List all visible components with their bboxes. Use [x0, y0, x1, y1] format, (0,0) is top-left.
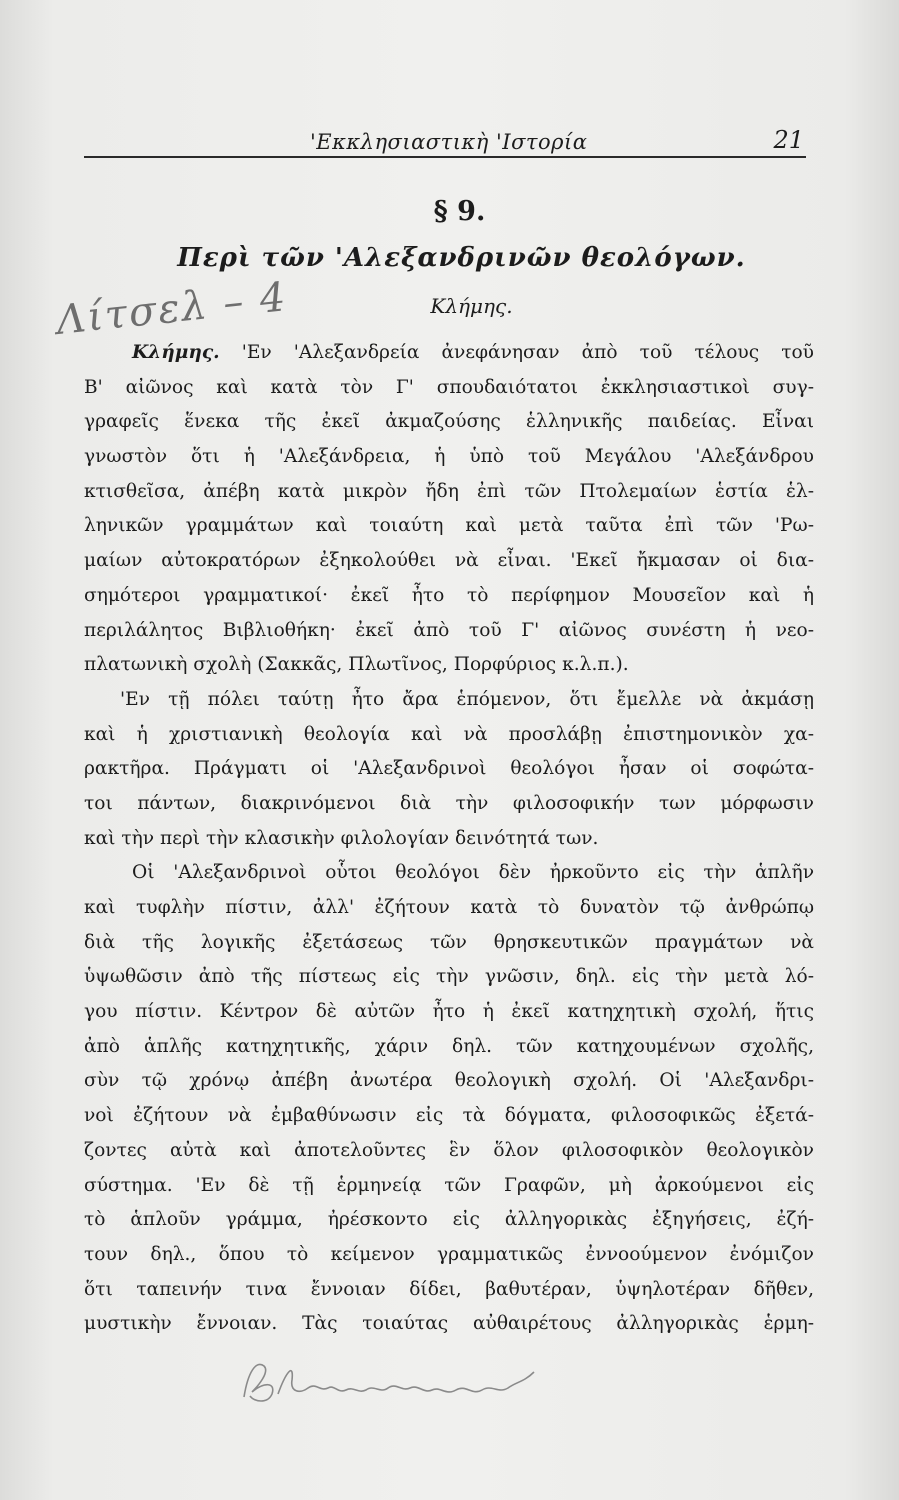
running-title: 'Εκκλησιαστικὴ 'Ιστορία [310, 130, 588, 154]
text-line: γνωστὸν ὅτι ἡ 'Αλεξάνδρεια, ἡ ὑπὸ τοῦ Μεγάλου 'Αλεξάνδρου [84, 446, 814, 468]
text-line: περιλάλητος Βιβλιοθήκη· ἐκεῖ ἀπὸ τοῦ Γ' αἰῶνος συνέστη ἡ νεο- [84, 619, 814, 641]
subheading: Κλήμης. [430, 294, 513, 318]
text-line: σημότεροι γραμματικοί· ἐκεῖ ἦτο τὸ περίφημον Μουσεῖον καὶ ἡ [84, 584, 814, 606]
handwritten-signature [234, 1352, 554, 1412]
text-line: γραφεῖς ἕνεκα τῆς ἐκεῖ ἀκμαζούσης ἑλληνικῆς παιδείας. Εἶναι [84, 411, 814, 433]
text-line: ληνικῶν γραμμάτων καὶ τοιαύτη καὶ μετὰ ταῦτα ἐπὶ τῶν 'Ρω- [84, 515, 814, 537]
text-line: 'Εν τῇ πόλει ταύτῃ ἦτο ἄρα ἑπόμενον, ὅτι ἔμελλε νὰ ἀκμάσῃ [120, 688, 814, 710]
text-line: διὰ τῆς λογικῆς ἐξετάσεως τῶν θρησκευτικῶν πραγμάτων νὰ [84, 931, 814, 953]
text-line: κτισθεῖσα, ἀπέβη κατὰ μικρὸν ἤδη ἐπὶ τῶν Πτολεμαίων ἑστία ἑλ- [84, 480, 814, 502]
text-line: τοι πάντων, διακρινόμενοι διὰ τὴν φιλοσοφικήν των μόρφωσιν [84, 792, 814, 814]
text-line: μαίων αὐτοκρατόρων ἐξηκολούθει νὰ εἶναι. 'Εκεῖ ἤκμασαν οἱ δια- [84, 550, 814, 572]
body-text [84, 336, 814, 1342]
text-line: πλατωνικὴ σχολὴ (Σακκᾶς, Πλωτῖνος, Πορφύριος κ.λ.π.). [84, 654, 629, 676]
section-number: § 9. [433, 196, 486, 227]
text-line: ἀπὸ ἁπλῆς κατηχητικῆς, χάριν δηλ. τῶν κατηχουμένων σχολῆς, [84, 1035, 814, 1057]
text-line: τὸ ἁπλοῦν γράμμα, ἠρέσκοντο εἰς ἀλληγορικὰς ἐξηγήσεις, ἐζή- [84, 1209, 814, 1231]
text-line: ρακτῆρα. Πράγματι οἱ 'Αλεξανδρινοὶ θεολόγοι ἦσαν οἱ σοφώτα- [84, 758, 814, 780]
text-line: ζοντες αὐτὰ καὶ ἀποτελοῦντες ἓν ὅλον φιλοσοφικὸν θεολογικὸν [84, 1139, 814, 1161]
text-line: τουν δηλ., ὅπου τὸ κείμενον γραμματικῶς ἐννοούμενον ἐνόμιζον [84, 1243, 814, 1265]
text-line: καὶ ἡ χριστιανικὴ θεολογία καὶ νὰ προσλάβῃ ἐπιστημονικὸν χα- [84, 723, 814, 745]
running-head [84, 126, 806, 158]
text-line: σὺν τῷ χρόνῳ ἀπέβη ἀνωτέρα θεολογικὴ σχολή. Οἱ 'Αλεξανδρι- [84, 1070, 814, 1092]
lead-name: Κλήμης. [132, 342, 220, 363]
chapter-title: Περὶ τῶν 'Αλεξανδρινῶν θεολόγων. [177, 243, 746, 273]
text-line: Κλήμης. 'Εν 'Αλεξανδρεία ἀνεφάνησαν ἀπὸ τοῦ τέλους τοῦ [132, 342, 814, 363]
text-line: Οἱ 'Αλεξανδρινοὶ οὗτοι θεολόγοι δὲν ἠρκοῦντο εἰς τὴν ἁπλῆν [132, 862, 814, 884]
text-line: σύστημα. 'Εν δὲ τῇ ἑρμηνείᾳ τῶν Γραφῶν, μὴ ἀρκούμενοι εἰς [84, 1174, 814, 1196]
handwritten-margin-note: Λίτσελ – 4 [54, 274, 290, 344]
text-line: νοὶ ἐζήτουν νὰ ἐμβαθύνωσιν εἰς τὰ δόγματα, φιλοσοφικῶς ἐξετά- [84, 1105, 814, 1127]
text-line: ὅτι ταπεινήν τινα ἔννοιαν δίδει, βαθυτέραν, ὑψηλοτέραν δῆθεν, [84, 1278, 814, 1300]
text-line: γου πίστιν. Κέντρον δὲ αὐτῶν ἦτο ἡ ἐκεῖ κατηχητικὴ σχολή, ἥτις [84, 1001, 814, 1023]
page-number: 21 [773, 126, 804, 154]
text-line: ὑψωθῶσιν ἀπὸ τῆς πίστεως εἰς τὴν γνῶσιν, δηλ. εἰς τὴν μετὰ λό- [84, 966, 814, 988]
text-line: Β' αἰῶνος καὶ κατὰ τὸν Γ' σπουδαιότατοι ἐκκλησιαστικοὶ συγ- [84, 376, 814, 398]
text-line: μυστικὴν ἔννοιαν. Τὰς τοιαύτας αὐθαιρέτους ἀλληγορικὰς ἑρμη- [84, 1313, 814, 1335]
text-line: καὶ τὴν περὶ τὴν κλασικὴν φιλολογίαν δεινότητά των. [84, 827, 599, 849]
text-line: καὶ τυφλὴν πίστιν, ἀλλ' ἐζήτουν κατὰ τὸ δυνατὸν τῷ ἀνθρώπῳ [84, 897, 814, 918]
